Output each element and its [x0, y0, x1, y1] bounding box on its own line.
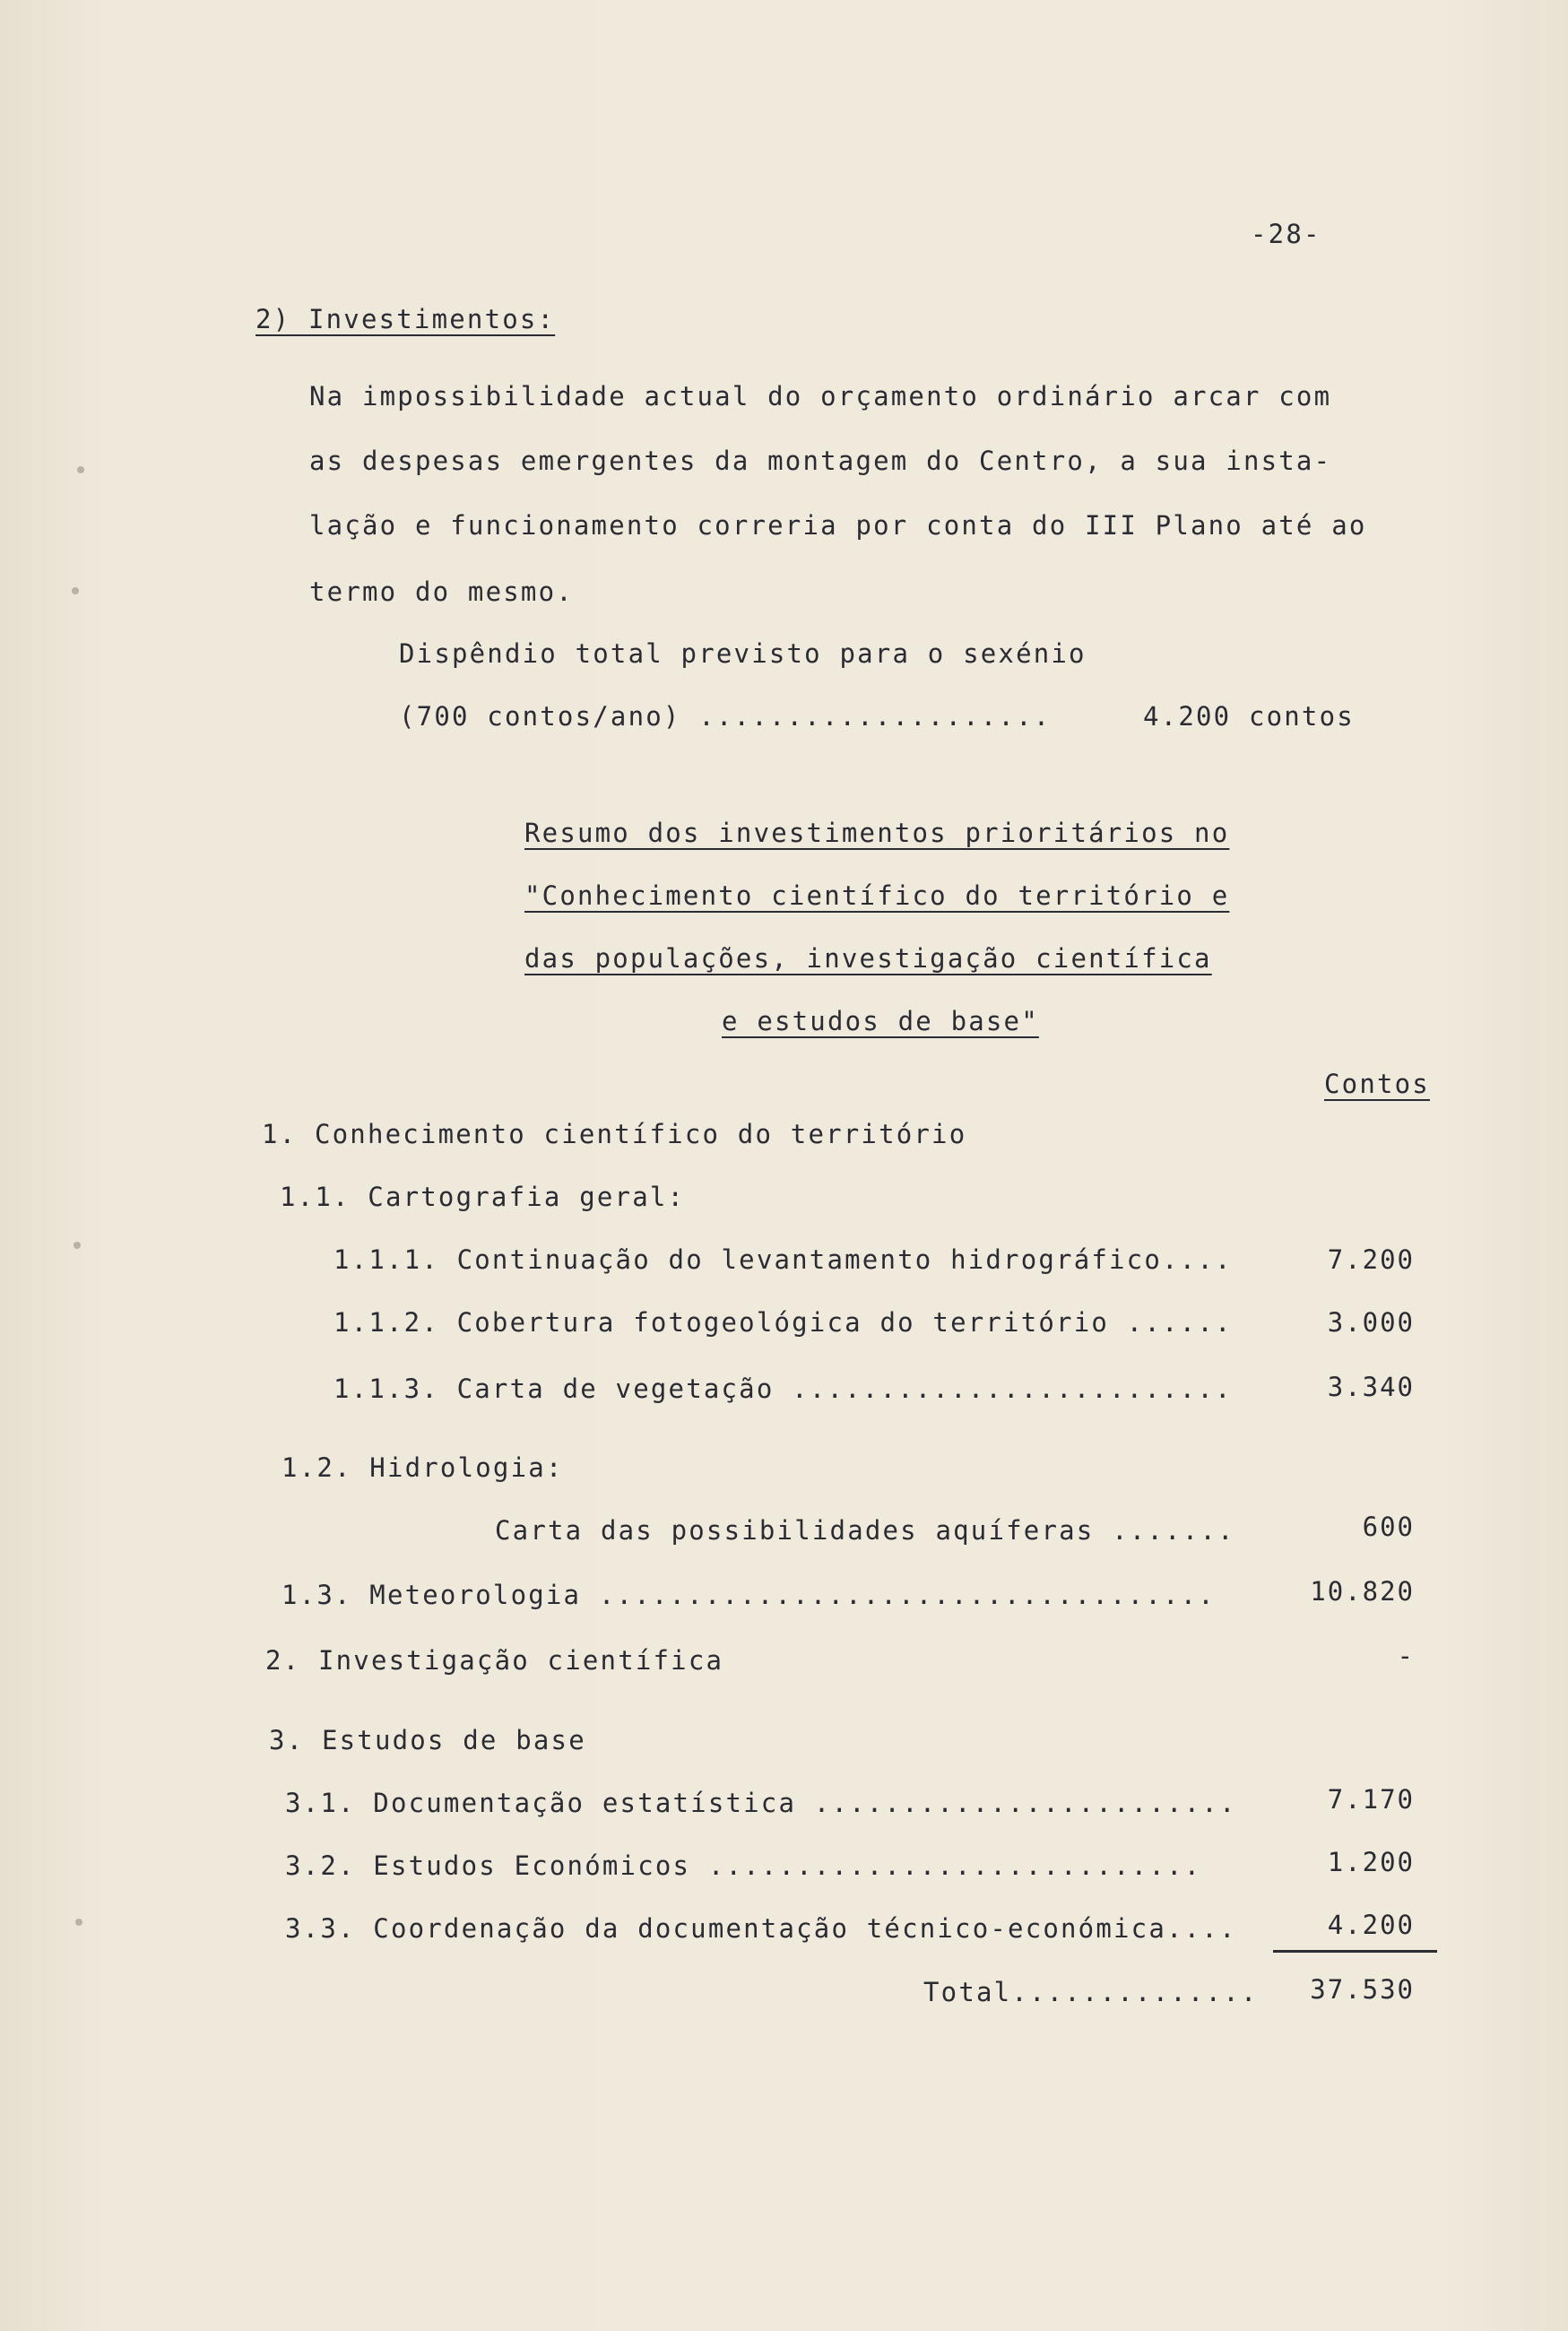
expense-value: 4.200 contos	[1143, 701, 1355, 732]
paragraph-line: Na impossibilidade actual do orçamento ordinário arcar com	[309, 381, 1332, 412]
summary-item-value: 1.200	[1327, 1847, 1415, 1877]
summary-item-label: 3. Estudos de base	[269, 1725, 586, 1755]
summary-title-line: das populações, investigação científica	[524, 943, 1212, 974]
summary-item-label: 3.3. Coordenação da documentação técnico-económica....	[285, 1913, 1237, 1944]
summary-item-label: 1.1. Cartografia geral:	[280, 1182, 686, 1212]
binder-hole-mark	[74, 1242, 81, 1249]
summary-item-label: 1.1.3. Carta de vegetação .........................	[334, 1373, 1233, 1404]
summary-item-label: 1.3. Meteorologia ...................................	[282, 1580, 1216, 1610]
total-rule	[1273, 1950, 1437, 1953]
summary-item-label: 3.1. Documentação estatística ........................	[285, 1788, 1237, 1818]
summary-item-label: 2. Investigação científica	[265, 1645, 724, 1676]
summary-item-label: 1.1.2. Cobertura fotogeológica do território ......	[334, 1307, 1233, 1338]
paragraph-line: lação e funcionamento correria por conta do III Plano até ao	[309, 510, 1367, 541]
summary-item-value: -	[1397, 1641, 1415, 1671]
summary-item-value: 4.200	[1327, 1910, 1415, 1940]
paragraph-line: termo do mesmo.	[309, 576, 574, 607]
binder-hole-mark	[75, 1919, 82, 1926]
expense-label: Dispêndio total previsto para o sexénio	[399, 638, 1087, 669]
paragraph-line: as despesas emergentes da montagem do Centro, a sua insta-	[309, 446, 1332, 476]
expense-label-detail: (700 contos/ano) ....................	[399, 701, 1052, 732]
summary-item-value: 3.000	[1327, 1307, 1415, 1338]
section-heading: 2) Investimentos:	[256, 304, 556, 334]
binder-hole-mark	[77, 466, 84, 473]
summary-item-value: 600	[1362, 1512, 1415, 1542]
summary-title-line: Resumo dos investimentos prioritários no	[524, 818, 1230, 848]
summary-item-label: Carta das possibilidades aquíferas .......	[495, 1515, 1235, 1546]
summary-item-label: 1.2. Hidrologia:	[282, 1452, 564, 1483]
column-header: Contos	[1324, 1069, 1430, 1099]
summary-item-label: 1.1.1. Continuação do levantamento hidrográfico....	[334, 1244, 1233, 1275]
total-value: 37.530	[1310, 1974, 1415, 2005]
summary-item-value: 10.820	[1310, 1576, 1415, 1607]
summary-item-value: 7.200	[1327, 1244, 1415, 1275]
page-number: -28-	[1251, 219, 1321, 249]
summary-item-label: 1. Conhecimento científico do território	[262, 1119, 967, 1149]
summary-title-line: e estudos de base"	[722, 1006, 1039, 1036]
summary-item-label: 3.2. Estudos Económicos ............................	[285, 1850, 1202, 1881]
summary-item-value: 3.340	[1327, 1372, 1415, 1402]
total-label: Total..............	[923, 1977, 1259, 2007]
summary-item-value: 7.170	[1327, 1784, 1415, 1815]
binder-hole-mark	[72, 587, 79, 594]
summary-title-line: "Conhecimento científico do território e	[524, 880, 1230, 911]
